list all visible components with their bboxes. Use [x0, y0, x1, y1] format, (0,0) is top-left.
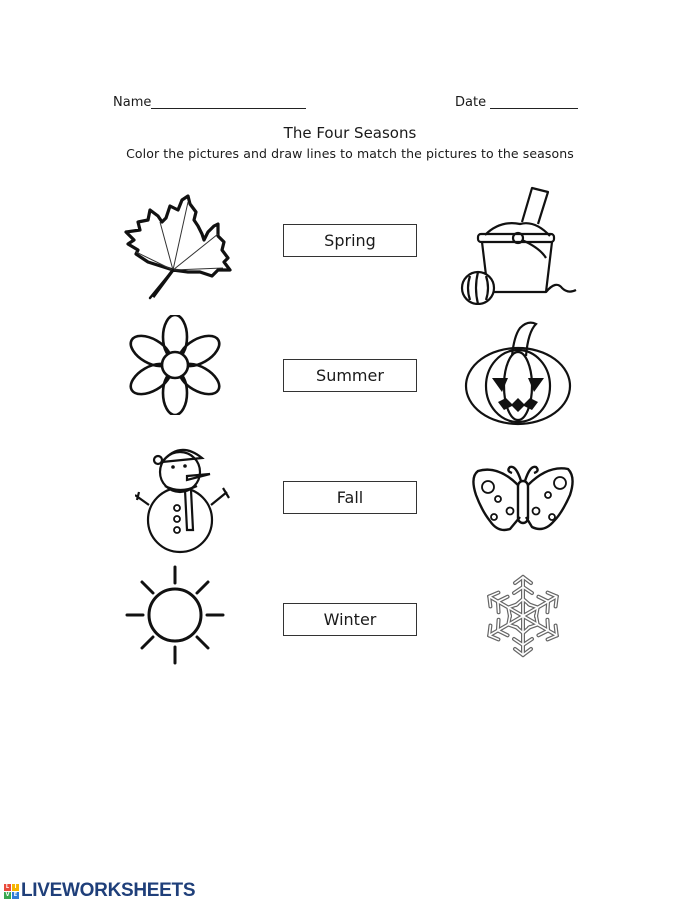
logo-blocks-icon — [4, 884, 19, 899]
jack-o-lantern-icon — [462, 318, 574, 428]
snowflake-icon — [478, 573, 568, 659]
sun-icon — [125, 565, 225, 665]
snowman-picture[interactable] — [135, 440, 235, 555]
pumpkin-picture[interactable] — [462, 318, 574, 428]
maple-leaf-icon — [118, 192, 233, 304]
date-label: Date — [455, 95, 487, 110]
liveworksheets-logo[interactable] — [4, 880, 195, 902]
bucket-and-ball-icon — [460, 180, 580, 305]
name-label: Name — [113, 95, 152, 110]
logo-block-l: L — [5, 883, 10, 890]
logo-block-e: E — [13, 891, 18, 898]
sand-bucket-picture[interactable] — [460, 180, 580, 305]
season-box-spring[interactable]: Spring — [283, 224, 417, 257]
name-field[interactable] — [151, 108, 306, 109]
butterfly-picture[interactable] — [468, 455, 578, 545]
season-box-fall[interactable]: Fall — [283, 481, 417, 514]
logo-text: LIVEWORKSHEETS — [21, 880, 196, 901]
snowflake-picture[interactable] — [478, 573, 568, 659]
season-box-summer[interactable]: Summer — [283, 359, 417, 392]
snowman-icon — [135, 440, 235, 555]
season-box-winter[interactable]: Winter — [283, 603, 417, 636]
worksheet-instructions: Color the pictures and draw lines to match the pictures to the seasons — [126, 146, 574, 161]
logo-block-v: V — [5, 891, 10, 898]
maple-leaf-picture[interactable] — [118, 192, 233, 304]
flower-picture[interactable] — [125, 315, 225, 415]
worksheet-title: The Four Seasons — [283, 124, 417, 142]
flower-icon — [125, 315, 225, 415]
sun-picture[interactable] — [125, 565, 225, 665]
butterfly-icon — [468, 455, 578, 545]
logo-block-i: I — [12, 884, 19, 891]
date-field[interactable] — [490, 108, 578, 109]
